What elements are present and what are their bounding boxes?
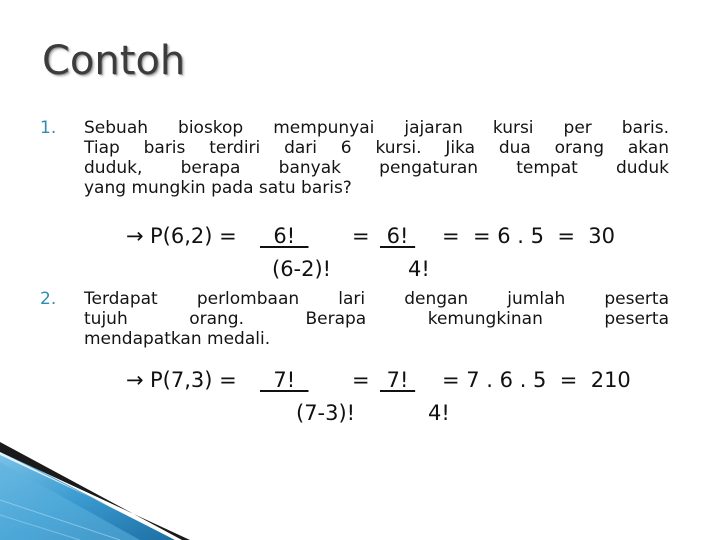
fraction-1-denominator: (7-3)! [296,401,356,425]
formula-lhs: P(6,2) = [150,224,237,248]
question-line: Terdapat perlombaan lari dengan jumlah peserta [84,289,669,309]
question-line: yang mungkin pada satu baris? [84,178,352,198]
question-text [84,289,669,349]
formula-2 [126,368,696,428]
question-line: duduk, berapa banyak pengaturan tempat duduk [84,158,669,178]
fraction-2-denominator: 4! [428,401,450,425]
question-line: Tiap baris terdiri dari 6 kursi. Jika dua orang akan [84,138,669,158]
formula-result: = = 6 . 5 = 30 [442,224,615,248]
question-line: tujuh orang. Berapa kemungkinan peserta [84,309,669,329]
formula-equals: = [352,224,370,248]
formula-equals: = [352,368,370,392]
list-number: 1. [40,118,57,138]
fraction-1-numerator: 7! [260,368,309,392]
fraction-2-numerator: 7! [380,368,416,392]
question-line: mendapatkan medali. [84,329,271,349]
question-line: Sebuah bioskop mempunyai jajaran kursi per baris. [84,118,669,138]
fraction-1-denominator: (6-2)! [272,257,332,281]
formula-1 [126,224,686,284]
corner-decoration [0,440,720,540]
fraction-1-numerator: 6! [260,224,309,248]
arrow-icon: → [126,224,144,248]
formula-lhs: P(7,3) = [150,368,237,392]
fraction-2-numerator: 6! [380,224,416,248]
slide-title: Contoh [42,38,186,84]
list-number: 2. [40,289,57,309]
formula-result: = 7 . 6 . 5 = 210 [442,368,631,392]
fraction-2-denominator: 4! [408,257,430,281]
question-text [84,118,669,198]
arrow-icon: → [126,368,144,392]
